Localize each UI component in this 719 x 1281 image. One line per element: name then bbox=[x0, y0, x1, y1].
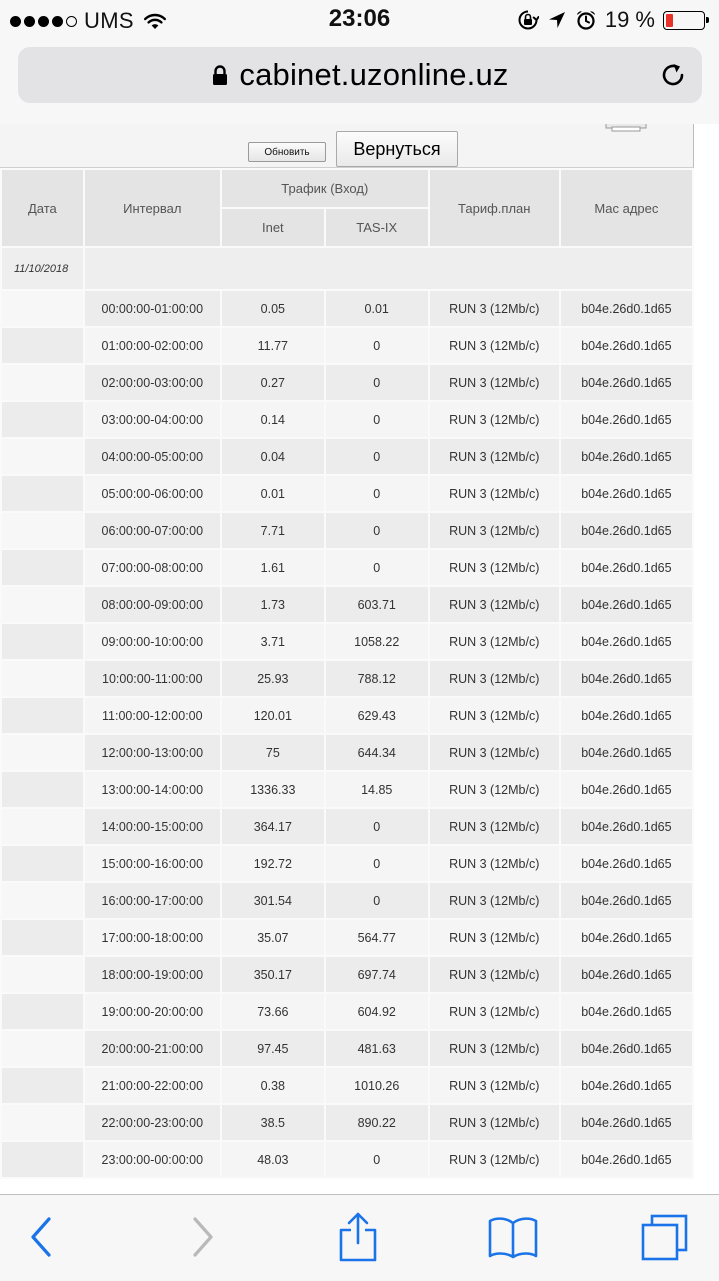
header-tasix: TAS-IX bbox=[326, 209, 428, 246]
tariff-cell: RUN 3 (12Mb/c) bbox=[430, 846, 559, 881]
tariff-cell: RUN 3 (12Mb/c) bbox=[430, 661, 559, 696]
interval-cell: 08:00:00-09:00:00 bbox=[85, 587, 220, 622]
tariff-cell: RUN 3 (12Mb/c) bbox=[430, 1068, 559, 1103]
tasix-cell: 604.92 bbox=[326, 994, 428, 1029]
tariff-cell: RUN 3 (12Mb/c) bbox=[430, 439, 559, 474]
tasix-cell: 0 bbox=[326, 365, 428, 400]
date-empty-cell bbox=[2, 291, 83, 326]
orientation-lock-icon bbox=[517, 9, 539, 31]
tasix-cell: 629.43 bbox=[326, 698, 428, 733]
inet-cell: 120.01 bbox=[222, 698, 324, 733]
mac-cell: b04e.26d0.1d65 bbox=[561, 846, 692, 881]
table-row bbox=[2, 587, 692, 622]
inet-cell: 3.71 bbox=[222, 624, 324, 659]
mac-cell: b04e.26d0.1d65 bbox=[561, 920, 692, 955]
inet-cell: 1.73 bbox=[222, 587, 324, 622]
mac-cell: b04e.26d0.1d65 bbox=[561, 994, 692, 1029]
browser-toolbar bbox=[0, 1194, 719, 1281]
tariff-cell: RUN 3 (12Mb/c) bbox=[430, 1142, 559, 1177]
inet-cell: 301.54 bbox=[222, 883, 324, 918]
date-empty-cell bbox=[2, 809, 83, 844]
battery-percent: 19 % bbox=[604, 7, 655, 32]
table-row bbox=[2, 1068, 692, 1103]
inet-cell: 48.03 bbox=[222, 1142, 324, 1177]
tariff-cell: RUN 3 (12Mb/c) bbox=[430, 957, 559, 992]
table-row bbox=[2, 402, 692, 437]
header-traffic-in: Трафик (Вход) bbox=[222, 170, 428, 207]
tasix-cell: 481.63 bbox=[326, 1031, 428, 1066]
browser-header bbox=[0, 40, 719, 125]
date-empty-cell bbox=[2, 1142, 83, 1177]
tariff-cell: RUN 3 (12Mb/c) bbox=[430, 772, 559, 807]
table-row bbox=[2, 439, 692, 474]
tasix-cell: 788.12 bbox=[326, 661, 428, 696]
inet-cell: 192.72 bbox=[222, 846, 324, 881]
table-row bbox=[2, 994, 692, 1029]
inet-cell: 0.14 bbox=[222, 402, 324, 437]
table-row bbox=[2, 513, 692, 548]
date-empty-cell bbox=[2, 883, 83, 918]
table-row bbox=[2, 328, 692, 363]
interval-cell: 00:00:00-01:00:00 bbox=[85, 291, 220, 326]
tasix-cell: 0 bbox=[326, 883, 428, 918]
tasix-cell: 0 bbox=[326, 402, 428, 437]
interval-cell: 04:00:00-05:00:00 bbox=[85, 439, 220, 474]
inet-cell: 350.17 bbox=[222, 957, 324, 992]
date-empty-cell bbox=[2, 513, 83, 548]
table-row bbox=[2, 883, 692, 918]
clock: 23:06 bbox=[328, 5, 391, 32]
header-date: Дата bbox=[2, 170, 83, 246]
inet-cell: 11.77 bbox=[222, 328, 324, 363]
table-row bbox=[2, 1142, 692, 1177]
interval-cell: 19:00:00-20:00:00 bbox=[85, 994, 220, 1029]
interval-cell: 14:00:00-15:00:00 bbox=[85, 809, 220, 844]
interval-cell: 05:00:00-06:00:00 bbox=[85, 476, 220, 511]
interval-cell: 06:00:00-07:00:00 bbox=[85, 513, 220, 548]
date-empty-cell bbox=[2, 735, 83, 770]
tariff-cell: RUN 3 (12Mb/c) bbox=[430, 809, 559, 844]
interval-cell: 16:00:00-17:00:00 bbox=[85, 883, 220, 918]
mac-cell: b04e.26d0.1d65 bbox=[561, 624, 692, 659]
interval-cell: 07:00:00-08:00:00 bbox=[85, 550, 220, 585]
tasix-cell: 1058.22 bbox=[326, 624, 428, 659]
date-row-fill bbox=[85, 248, 692, 289]
date-empty-cell bbox=[2, 698, 83, 733]
header-mac: Mac адрес bbox=[561, 170, 692, 246]
tariff-cell: RUN 3 (12Mb/c) bbox=[430, 1105, 559, 1140]
status-bar bbox=[0, 0, 719, 40]
location-arrow-icon bbox=[547, 10, 567, 30]
battery-icon bbox=[663, 11, 705, 30]
status-right bbox=[517, 7, 705, 33]
inet-cell: 1.61 bbox=[222, 550, 324, 585]
date-cell: 11/10/2018 bbox=[2, 248, 83, 289]
interval-cell: 13:00:00-14:00:00 bbox=[85, 772, 220, 807]
date-empty-cell bbox=[2, 957, 83, 992]
tasix-cell: 0 bbox=[326, 476, 428, 511]
url-text: cabinet.uzonline.uz bbox=[239, 57, 509, 92]
interval-cell: 02:00:00-03:00:00 bbox=[85, 365, 220, 400]
date-empty-cell bbox=[2, 661, 83, 696]
mac-cell: b04e.26d0.1d65 bbox=[561, 883, 692, 918]
tasix-cell: 0 bbox=[326, 439, 428, 474]
date-empty-cell bbox=[2, 1031, 83, 1066]
controls-bar bbox=[0, 124, 694, 168]
lock-icon bbox=[211, 64, 229, 86]
tariff-cell: RUN 3 (12Mb/c) bbox=[430, 550, 559, 585]
interval-cell: 10:00:00-11:00:00 bbox=[85, 661, 220, 696]
inet-cell: 0.01 bbox=[222, 476, 324, 511]
mac-cell: b04e.26d0.1d65 bbox=[561, 1031, 692, 1066]
tariff-cell: RUN 3 (12Mb/c) bbox=[430, 402, 559, 437]
interval-cell: 20:00:00-21:00:00 bbox=[85, 1031, 220, 1066]
mac-cell: b04e.26d0.1d65 bbox=[561, 365, 692, 400]
tasix-cell: 697.74 bbox=[326, 957, 428, 992]
interval-cell: 17:00:00-18:00:00 bbox=[85, 920, 220, 955]
reload-icon[interactable] bbox=[658, 60, 688, 90]
tasix-cell: 0 bbox=[326, 1142, 428, 1177]
header-tariff: Тариф.план bbox=[430, 170, 559, 246]
mac-cell: b04e.26d0.1d65 bbox=[561, 439, 692, 474]
tariff-cell: RUN 3 (12Mb/c) bbox=[430, 994, 559, 1029]
table-row bbox=[2, 1031, 692, 1066]
inet-cell: 7.71 bbox=[222, 513, 324, 548]
header-inet: Inet bbox=[222, 209, 324, 246]
tasix-cell: 0 bbox=[326, 328, 428, 363]
date-empty-cell bbox=[2, 772, 83, 807]
tariff-cell: RUN 3 (12Mb/c) bbox=[430, 291, 559, 326]
tariff-cell: RUN 3 (12Mb/c) bbox=[430, 328, 559, 363]
mac-cell: b04e.26d0.1d65 bbox=[561, 772, 692, 807]
table-row bbox=[2, 291, 692, 326]
table-row bbox=[2, 1105, 692, 1140]
tasix-cell: 603.71 bbox=[326, 587, 428, 622]
date-empty-cell bbox=[2, 1105, 83, 1140]
inet-cell: 0.27 bbox=[222, 365, 324, 400]
interval-cell: 09:00:00-10:00:00 bbox=[85, 624, 220, 659]
web-page bbox=[0, 124, 719, 1194]
inet-cell: 1336.33 bbox=[222, 772, 324, 807]
print-icon[interactable] bbox=[604, 124, 648, 132]
tariff-cell: RUN 3 (12Mb/c) bbox=[430, 883, 559, 918]
mac-cell: b04e.26d0.1d65 bbox=[561, 735, 692, 770]
traffic-table bbox=[0, 168, 694, 1179]
mac-cell: b04e.26d0.1d65 bbox=[561, 587, 692, 622]
table-row bbox=[2, 698, 692, 733]
date-empty-cell bbox=[2, 994, 83, 1029]
tasix-cell: 1010.26 bbox=[326, 1068, 428, 1103]
alarm-icon bbox=[575, 9, 597, 31]
tariff-cell: RUN 3 (12Mb/c) bbox=[430, 513, 559, 548]
table-row bbox=[2, 846, 692, 881]
tariff-cell: RUN 3 (12Mb/c) bbox=[430, 587, 559, 622]
table-row bbox=[2, 735, 692, 770]
tasix-cell: 0 bbox=[326, 513, 428, 548]
interval-cell: 11:00:00-12:00:00 bbox=[85, 698, 220, 733]
inet-cell: 75 bbox=[222, 735, 324, 770]
table-row bbox=[2, 550, 692, 585]
bookmarks-icon[interactable] bbox=[487, 1215, 539, 1259]
interval-cell: 12:00:00-13:00:00 bbox=[85, 735, 220, 770]
tasix-cell: 0 bbox=[326, 846, 428, 881]
share-icon[interactable] bbox=[337, 1211, 379, 1263]
mac-cell: b04e.26d0.1d65 bbox=[561, 402, 692, 437]
interval-cell: 23:00:00-00:00:00 bbox=[85, 1142, 220, 1177]
header-interval: Интервал bbox=[85, 170, 220, 246]
table-row bbox=[2, 624, 692, 659]
table-row bbox=[2, 809, 692, 844]
table-row bbox=[2, 957, 692, 992]
tariff-cell: RUN 3 (12Mb/c) bbox=[430, 365, 559, 400]
tariff-cell: RUN 3 (12Mb/c) bbox=[430, 920, 559, 955]
date-empty-cell bbox=[2, 402, 83, 437]
mac-cell: b04e.26d0.1d65 bbox=[561, 476, 692, 511]
interval-cell: 15:00:00-16:00:00 bbox=[85, 846, 220, 881]
interval-cell: 01:00:00-02:00:00 bbox=[85, 328, 220, 363]
tasix-cell: 14.85 bbox=[326, 772, 428, 807]
mac-cell: b04e.26d0.1d65 bbox=[561, 1068, 692, 1103]
date-empty-cell bbox=[2, 328, 83, 363]
tabs-icon[interactable] bbox=[640, 1213, 690, 1261]
mac-cell: b04e.26d0.1d65 bbox=[561, 957, 692, 992]
tariff-cell: RUN 3 (12Mb/c) bbox=[430, 624, 559, 659]
date-empty-cell bbox=[2, 587, 83, 622]
tasix-cell: 0 bbox=[326, 550, 428, 585]
carrier-name: UMS bbox=[84, 8, 134, 33]
mac-cell: b04e.26d0.1d65 bbox=[561, 698, 692, 733]
refresh-button[interactable]: Обновить bbox=[248, 142, 326, 162]
table-row bbox=[2, 365, 692, 400]
interval-cell: 03:00:00-04:00:00 bbox=[85, 402, 220, 437]
mac-cell: b04e.26d0.1d65 bbox=[561, 1142, 692, 1177]
date-empty-cell bbox=[2, 846, 83, 881]
tariff-cell: RUN 3 (12Mb/c) bbox=[430, 1031, 559, 1066]
inet-cell: 38.5 bbox=[222, 1105, 324, 1140]
interval-cell: 21:00:00-22:00:00 bbox=[85, 1068, 220, 1103]
inet-cell: 73.66 bbox=[222, 994, 324, 1029]
inet-cell: 35.07 bbox=[222, 920, 324, 955]
interval-cell: 22:00:00-23:00:00 bbox=[85, 1105, 220, 1140]
forward-icon[interactable] bbox=[190, 1215, 216, 1259]
tasix-cell: 564.77 bbox=[326, 920, 428, 955]
date-empty-cell bbox=[2, 439, 83, 474]
inet-cell: 0.05 bbox=[222, 291, 324, 326]
date-empty-cell bbox=[2, 920, 83, 955]
mac-cell: b04e.26d0.1d65 bbox=[561, 513, 692, 548]
tasix-cell: 890.22 bbox=[326, 1105, 428, 1140]
table-row bbox=[2, 476, 692, 511]
inet-cell: 364.17 bbox=[222, 809, 324, 844]
mac-cell: b04e.26d0.1d65 bbox=[561, 328, 692, 363]
mac-cell: b04e.26d0.1d65 bbox=[561, 661, 692, 696]
date-empty-cell bbox=[2, 476, 83, 511]
tariff-cell: RUN 3 (12Mb/c) bbox=[430, 476, 559, 511]
tasix-cell: 0.01 bbox=[326, 291, 428, 326]
inet-cell: 97.45 bbox=[222, 1031, 324, 1066]
tariff-cell: RUN 3 (12Mb/c) bbox=[430, 735, 559, 770]
table-row bbox=[2, 920, 692, 955]
date-empty-cell bbox=[2, 624, 83, 659]
inet-cell: 25.93 bbox=[222, 661, 324, 696]
mac-cell: b04e.26d0.1d65 bbox=[561, 291, 692, 326]
date-empty-cell bbox=[2, 1068, 83, 1103]
tasix-cell: 0 bbox=[326, 809, 428, 844]
table-row bbox=[2, 772, 692, 807]
return-button[interactable]: Вернуться bbox=[336, 131, 458, 167]
date-empty-cell bbox=[2, 365, 83, 400]
tasix-cell: 644.34 bbox=[326, 735, 428, 770]
mac-cell: b04e.26d0.1d65 bbox=[561, 1105, 692, 1140]
address-bar[interactable] bbox=[18, 47, 702, 103]
tariff-cell: RUN 3 (12Mb/c) bbox=[430, 698, 559, 733]
inet-cell: 0.38 bbox=[222, 1068, 324, 1103]
date-empty-cell bbox=[2, 550, 83, 585]
interval-cell: 18:00:00-19:00:00 bbox=[85, 957, 220, 992]
mac-cell: b04e.26d0.1d65 bbox=[561, 550, 692, 585]
mac-cell: b04e.26d0.1d65 bbox=[561, 809, 692, 844]
back-icon[interactable] bbox=[28, 1215, 54, 1259]
inet-cell: 0.04 bbox=[222, 439, 324, 474]
table-row bbox=[2, 661, 692, 696]
